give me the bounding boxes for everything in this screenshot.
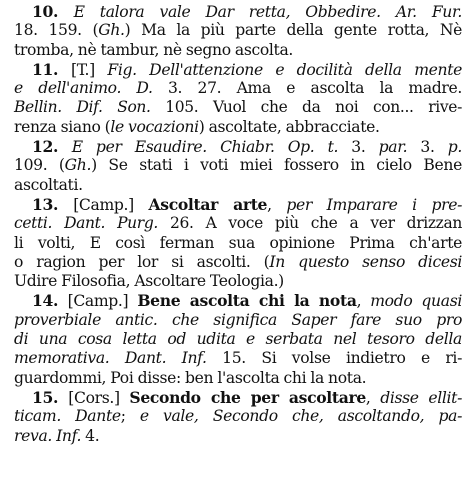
text-segment: e vale, Secondo che, ascoltando, pa- [139,407,462,426]
text-segment: , [267,195,287,214]
dictionary-entry [14,388,462,446]
entry-line [14,311,462,330]
entry-line [14,253,462,272]
entry-line [14,79,462,98]
text-segment: , [365,388,381,407]
entry-number: 13. [32,194,74,214]
entry-line [14,156,462,175]
text-segment: memorativa. Dant. Inf. [14,349,207,368]
dictionary-entry [14,137,462,195]
entry-number: 11. [32,59,72,79]
text-segment: Fig. Dell'attenzione e docilità della mente [107,60,462,79]
entry-line [14,214,462,233]
text-segment: guardommi, Poi disse: ben l'ascolta chi la nota. [14,368,367,387]
entry-number: 12. [32,137,72,157]
text-segment: reva. Inf. [14,426,82,445]
dictionary-entry [14,291,462,387]
entry-line [14,2,462,21]
text-segment: 109. ( [14,156,65,175]
text-segment: 3. [338,138,379,157]
text-segment: ticam. Dante [14,407,121,426]
text-segment: di una cosa letta od udita e serbata nel tesoro della [14,330,462,349]
text-segment: p. [447,138,462,157]
entry-number: 15. [32,387,69,407]
entry-line [14,98,462,117]
entry-line [14,369,462,388]
text-segment: 18. 159. ( [14,21,99,40]
text-segment: E per Esaudire. Chiabr. Op. t. [71,138,339,157]
dictionary-entry [14,2,462,60]
text-segment: Secondo che per ascoltare [129,387,366,407]
entry-line [14,60,462,79]
text-segment: li volti, E così ferman sua opinione Prima ch'arte [14,233,462,252]
entry-line [14,21,462,40]
entry-line [14,407,462,426]
entry-line [14,41,462,60]
entry-number: 10. [32,2,74,21]
text-segment: Udire Filosofia, Ascoltare Teologia.) [14,272,284,291]
dictionary-entry [14,60,462,137]
text-segment: ; [120,407,140,426]
entry-line [14,349,462,368]
text-segment: [Cors.] [68,388,130,407]
text-segment: ) Se stati i voti miei fossero in cielo Bene [91,156,462,175]
entry-line [14,272,462,291]
text-segment: tromba, nè tambur, nè segno ascolta. [14,40,294,59]
entry-line [14,291,462,310]
text-segment: [T.] [71,60,108,79]
text-segment: renza siano ( [14,117,111,136]
entry-line [14,137,462,156]
text-segment: Bene ascolta chi la nota [137,291,357,311]
text-segment: per Imparare i pre- [286,195,462,214]
text-segment: Gh. [98,21,125,40]
text-segment: 105. Vuol che da noi con... rive- [150,98,462,117]
entry-line [14,330,462,349]
entry-line [14,118,462,137]
text-segment: 26. A voce più che a ver drizzan [157,214,462,233]
text-segment: Bellin. Dif. Son. [14,98,151,117]
text-segment: 4. [81,426,100,445]
text-segment: ) ascoltate, abbracciate. [198,117,380,136]
text-segment: [Camp.] [73,195,149,214]
text-segment: 3. 27. Ama e ascolta la madre. [152,79,462,98]
text-segment: In questo senso dicesi [269,252,462,271]
text-segment: proverbiale antic. che significa Saper fare suo pro [14,310,462,329]
text-segment: Gh. [64,156,92,175]
entry-line [14,388,462,407]
text-segment: ascoltati. [14,175,83,194]
dictionary-entry [14,195,462,291]
text-segment: le vocazioni [110,117,199,136]
text-segment: cetti. Dant. Purg. [14,214,158,233]
text-segment: disse ellit- [380,388,462,407]
entry-line [14,195,462,214]
text-segment: o ragion per lor si ascolti. ( [14,252,270,271]
text-segment: Ascoltar arte [148,194,268,214]
text-segment: E talora vale Dar retta, Obbedire. Ar. Fur. [73,3,462,21]
text-segment: e dell'animo. D. [14,79,153,98]
entries-container [14,2,462,446]
entry-line [14,234,462,253]
entry-line [14,427,462,446]
text-segment: , [356,292,371,311]
text-segment: 3. [407,138,448,157]
text-segment: modo quasi [370,292,462,311]
entry-number: 14. [32,291,68,311]
text-segment: par. [378,138,408,157]
text-segment: 15. Si volse indietro e ri- [206,349,462,368]
text-segment: [Camp.] [67,292,138,311]
entry-line [14,176,462,195]
text-segment: ) Ma la più parte della gente rotta, Nè [124,21,462,40]
